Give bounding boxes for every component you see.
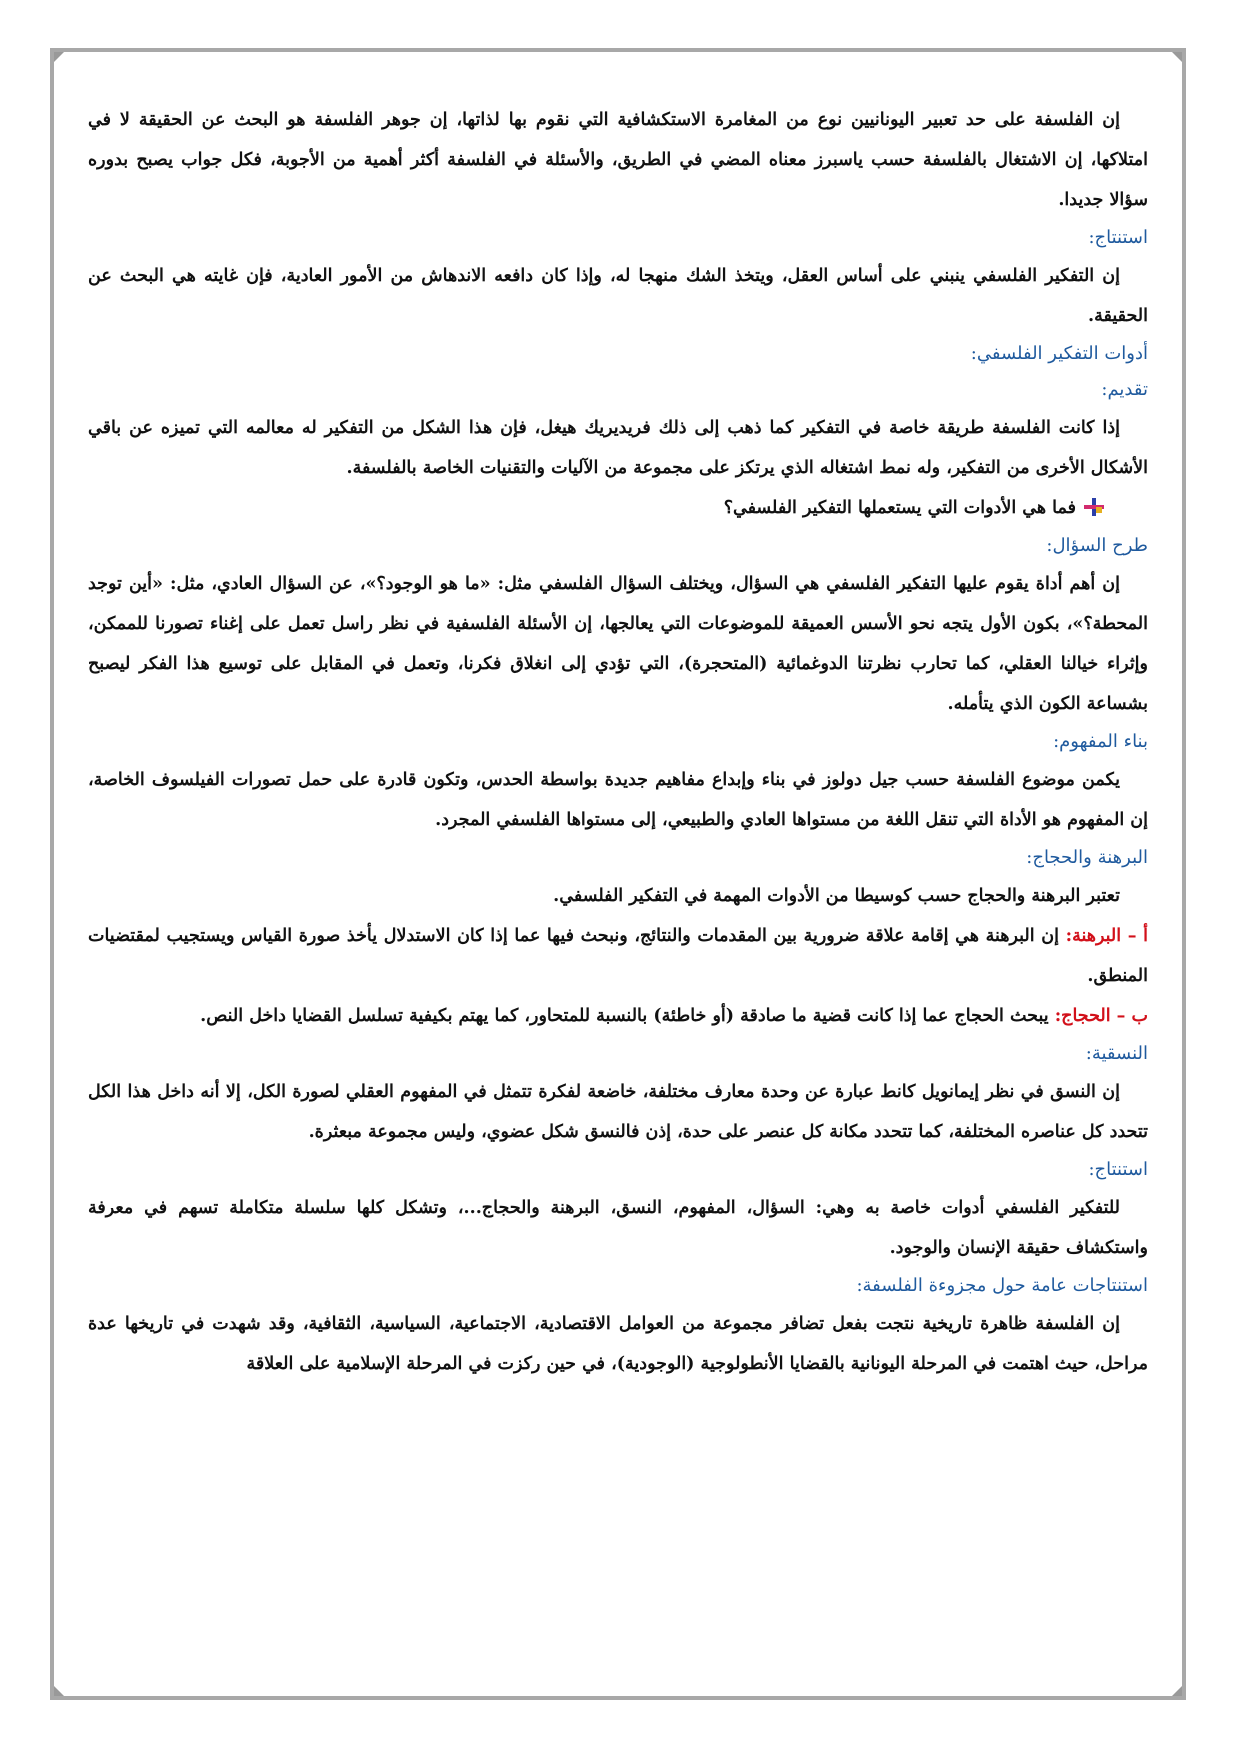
item-argumentation: [88, 996, 1148, 1036]
heading-system: النسقية:: [1085, 1043, 1148, 1064]
paragraph-concept: يكمن موضوع الفلسفة حسب جيل دولوز في بناء وإبداع مفاهيم جديدة بواسطة الحدس، وتكون قادرة على حمل تصورات الفيلسوف الخاصة، إن المفهوم هو الأداة التي تنقل اللغة من مستواها العادي والطبيعي، إلى مستواها الفلسفي المجرد.: [88, 770, 1148, 830]
paragraph-tools-conclusion: للتفكير الفلسفي أدوات خاصة به وهي: السؤال، المفهوم، النسق، البرهنة والحجاج...، وتشكل كلها سلسلة متكاملة تسهم في معرفة واستكشاف حقيقة الإنسان والوجود.: [88, 1198, 1148, 1258]
corner-ornament-top-right: [1172, 52, 1182, 62]
heading-tools: أدوات التفكير الفلسفي:: [970, 343, 1148, 364]
heading-concept: بناء المفهوم:: [1053, 731, 1148, 752]
item-demonstration: [88, 916, 1148, 996]
plus-bullet-icon: [1084, 498, 1104, 516]
paragraph-question: إن أهم أداة يقوم عليها التفكير الفلسفي هي السؤال، ويختلف السؤال الفلسفي مثل: «ما هو الوجود؟»، عن السؤال العادي، مثل: «أين توجد المحطة؟»، بكون الأول يتجه نحو الأسس العميقة للموضوعات التي يعالجها، إن الأسئلة الفلسفية في نظر راسل تعمل على إغناء تصورنا للممكن، وإثراء خيالنا العقلي، كما تحارب نظرتنا الدوغمائية (المتحجرة)، التي تؤدي إلى انغلاق فكرنا، وتعمل في المقابل على توسيع هذا الفكر ليصبح بشساعة الكون الذي يتأمله.: [88, 574, 1148, 714]
paragraph-general-conclusions: إن الفلسفة ظاهرة تاريخية نتجت بفعل تضافر مجموعة من العوامل الاقتصادية، الاجتماعية، السياسية، الثقافية، وقد شهدت في تاريخها عدة مراحل، حيث اهتمت في المرحلة اليونانية بالقضايا الأنطولوجية (الوجودية)، في حين ركزت في المرحلة الإسلامية على العلاقة: [88, 1314, 1148, 1374]
document-body: [88, 100, 1148, 1384]
paragraph-argumentation: تعتبر البرهنة والحجاج حسب كوسيطا من الأدوات المهمة في التفكير الفلسفي.: [553, 886, 1120, 906]
bullet-question: [88, 488, 1104, 528]
corner-ornament-top-left: [54, 52, 64, 62]
item-demonstration-text: إن البرهنة هي إقامة علاقة ضرورية بين المقدمات والنتائج، ونبحث فيها عما إذا كان الاستدلال يأخذ صورة القياس ويستجيب لمقتضيات المنطق.: [88, 926, 1148, 986]
paragraph-philosophical-thinking: إن التفكير الفلسفي ينبني على أساس العقل، ويتخذ الشك منهجا له، وإذا كان دافعه الاندهاش من الأمور العادية، فإن غايته هي البحث عن الحقيقة.: [88, 266, 1148, 326]
item-demonstration-label: أ – البرهنة:: [1065, 926, 1148, 946]
item-argumentation-label: ب – الحجاج:: [1054, 1006, 1148, 1026]
bullet-question-text: فما هي الأدوات التي يستعملها التفكير الفلسفي؟: [723, 498, 1076, 518]
heading-asking-question: طرح السؤال:: [1046, 535, 1148, 556]
corner-ornament-bottom-left: [54, 1686, 64, 1696]
paragraph-philosophy-adventure: إن الفلسفة على حد تعبير اليونانيين نوع من المغامرة الاستكشافية التي نقوم بها لذاتها، إن جوهر الفلسفة هو البحث عن الحقيقة لا في امتلاكها، إن الاشتغال بالفلسفة حسب ياسبرز معناه المضي في الطريق، والأسئلة في الفلسفة أكثر أهمية من الأجوبة، فكل جواب يصبح بدوره سؤالا جديدا.: [88, 110, 1148, 210]
heading-argumentation: البرهنة والحجاج:: [1026, 847, 1148, 868]
heading-general-conclusions: استنتاجات عامة حول مجزوءة الفلسفة:: [856, 1275, 1148, 1296]
paragraph-hegel: إذا كانت الفلسفة طريقة خاصة في التفكير كما ذهب إلى ذلك فريديريك هيغل، فإن هذا الشكل من التفكير له معالمه التي تميزه عن باقي الأشكال الأخرى من التفكير، وله نمط اشتغاله الذي يرتكز على مجموعة من الآليات والتقنيات الخاصة بالفلسفة.: [88, 418, 1148, 478]
corner-ornament-bottom-right: [1172, 1686, 1182, 1696]
heading-conclusion-1: استنتاج:: [1088, 227, 1148, 248]
item-argumentation-text: يبحث الحجاج عما إذا كانت قضية ما صادقة (أو خاطئة) بالنسبة للمتحاور، كما يهتم بكيفية تسلسل القضايا داخل النص.: [200, 1006, 1055, 1026]
paragraph-system: إن النسق في نظر إيمانويل كانط عبارة عن وحدة معارف مختلفة، خاضعة لفكرة تتمثل في المفهوم العقلي لصورة الكل، إلا أنه داخل هذا الكل تتحدد كل عناصره المختلفة، كما تتحدد مكانة كل عنصر على حدة، إذن فالنسق شكل عضوي، وليس مجموعة مبعثرة.: [88, 1082, 1148, 1142]
heading-conclusion-2: استنتاج:: [1088, 1159, 1148, 1180]
heading-introduction: تقديم:: [1101, 379, 1148, 400]
